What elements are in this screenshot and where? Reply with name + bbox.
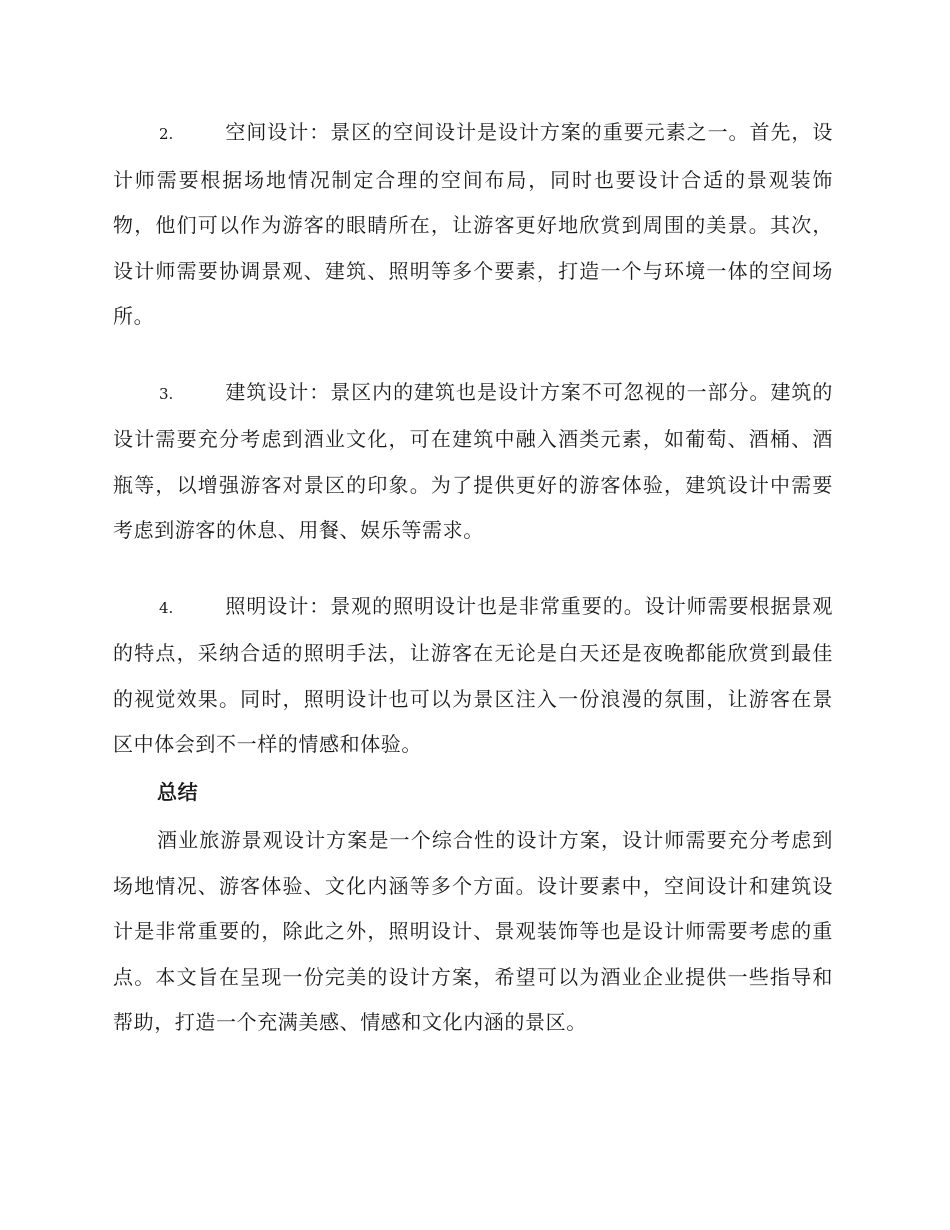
document-body xyxy=(113,110,833,1046)
list-item-lighting-design xyxy=(113,584,833,768)
list-item-text: 照明设计：景观的照明设计也是非常重要的。设计师需要根据景观的特点，采纳合适的照明手法，让游客在无论是白天还是夜晚都能欣赏到最佳的视觉效果。同时，照明设计也可以为景区注入一份浪漫的氛围，让游客在景区中体会到不一样的情感和体验。 xyxy=(113,593,833,756)
list-item-space-design xyxy=(113,110,833,340)
list-item-text: 建筑设计：景区内的建筑也是设计方案不可忽视的一部分。建筑的设计需要充分考虑到酒业文化，可在建筑中融入酒类元素，如葡萄、酒桶、酒瓶等，以增强游客对景区的印象。为了提供更好的游客体验，建筑设计中需要考虑到游客的休息、用餐、娱乐等需求。 xyxy=(113,379,833,542)
summary-paragraph: 酒业旅游景观设计方案是一个综合性的设计方案，设计师需要充分考虑到场地情况、游客体验、文化内涵等多个方面。设计要素中，空间设计和建筑设计是非常重要的，除此之外，照明设计、景观装饰等也是设计师需要考虑的重点。本文旨在呈现一份完美的设计方案，希望可以为酒业企业提供一些指导和帮助，打造一个充满美感、情感和文化内涵的景区。 xyxy=(113,828,833,1034)
list-item-architecture-design xyxy=(113,370,833,554)
list-number: 2. xyxy=(159,125,174,143)
list-item-text: 空间设计：景区的空间设计是设计方案的重要元素之一。首先，设计师需要根据场地情况制定合理的空间布局，同时也要设计合适的景观装饰物，他们可以作为游客的眼睛所在，让游客更好地欣赏到周围的美景。其次，设计师需要协调景观、建筑、照明等多个要素，打造一个与环境一体的空间场所。 xyxy=(113,120,833,328)
list-number: 4. xyxy=(159,598,174,617)
list-number: 3. xyxy=(159,384,174,403)
summary-heading: 总结 xyxy=(157,779,199,804)
